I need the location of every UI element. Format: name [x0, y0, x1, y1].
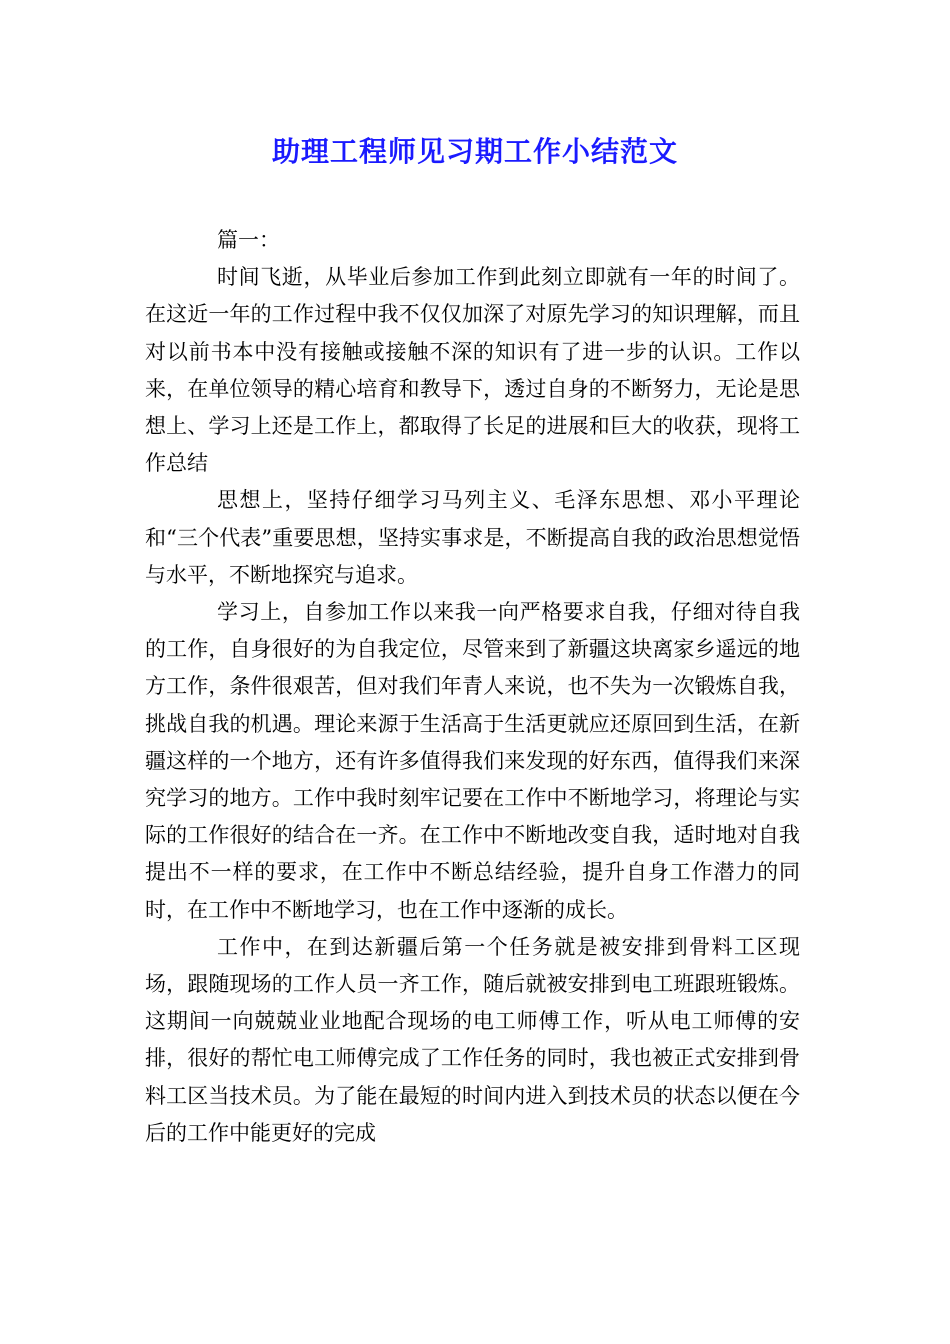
paragraph-work: 工作中，在到达新疆后第一个任务就是被安排到骨料工区现场，跟随现场的工作人员一齐工作，随后就被安排到电工班跟班锻炼。这期间一向兢兢业业地配合现场的电工师傅工作，听从电工师傅的安排，很好的帮忙电工师傅完成了工作任务的同时，我也被正式安排到骨料工区当技术员。为了能在最短的时间内进入到技术员的状态以便在今后的工作中能更好的完成 — [145, 934, 800, 1145]
paragraph-thought: 思想上，坚持仔细学习马列主义、毛泽东思想、邓小平理论和“三个代表”重要思想，坚持实事求是，不断提高自我的政治思想觉悟与水平，不断地探究与追求。 — [145, 488, 800, 587]
paragraph-study: 学习上，自参加工作以来我一向严格要求自我，仔细对待自我的工作，自身很好的为自我定位，尽管来到了新疆这块离家乡遥远的地方工作，条件很艰苦，但对我们年青人来说，也不失为一次锻炼自我，挑战自我的机遇。理论来源于生活高于生活更就应还原回到生活，在新疆这样的一个地方，还有许多值得我们来发现的好东西，值得我们来深究学习的地方。工作中我时刻牢记要在工作中不断地学习，将理论与实际的工作很好的结合在一齐。在工作中不断地改变自我，适时地对自我提出不一样的要求，在工作中不断总结经验，提升自身工作潜力的同时，在工作中不断地学习，也在工作中逐渐的成长。 — [145, 600, 800, 922]
section-label: 篇一： — [217, 228, 280, 252]
document-body — [145, 222, 800, 1152]
document-title: 助理工程师见习期工作小结范文 — [271, 135, 678, 168]
paragraph-intro: 时间飞逝，从毕业后参加工作到此刻立即就有一年的时间了。在这近一年的工作过程中我不仅仅加深了对原先学习的知识理解，而且对以前书本中没有接触或接触不深的知识有了进一步的认识。工作以来，在单位领导的精心培育和教导下，透过自身的不断努力，无论是思想上、学习上还是工作上，都取得了长足的进展和巨大的收获，现将工作总结 — [145, 265, 800, 476]
